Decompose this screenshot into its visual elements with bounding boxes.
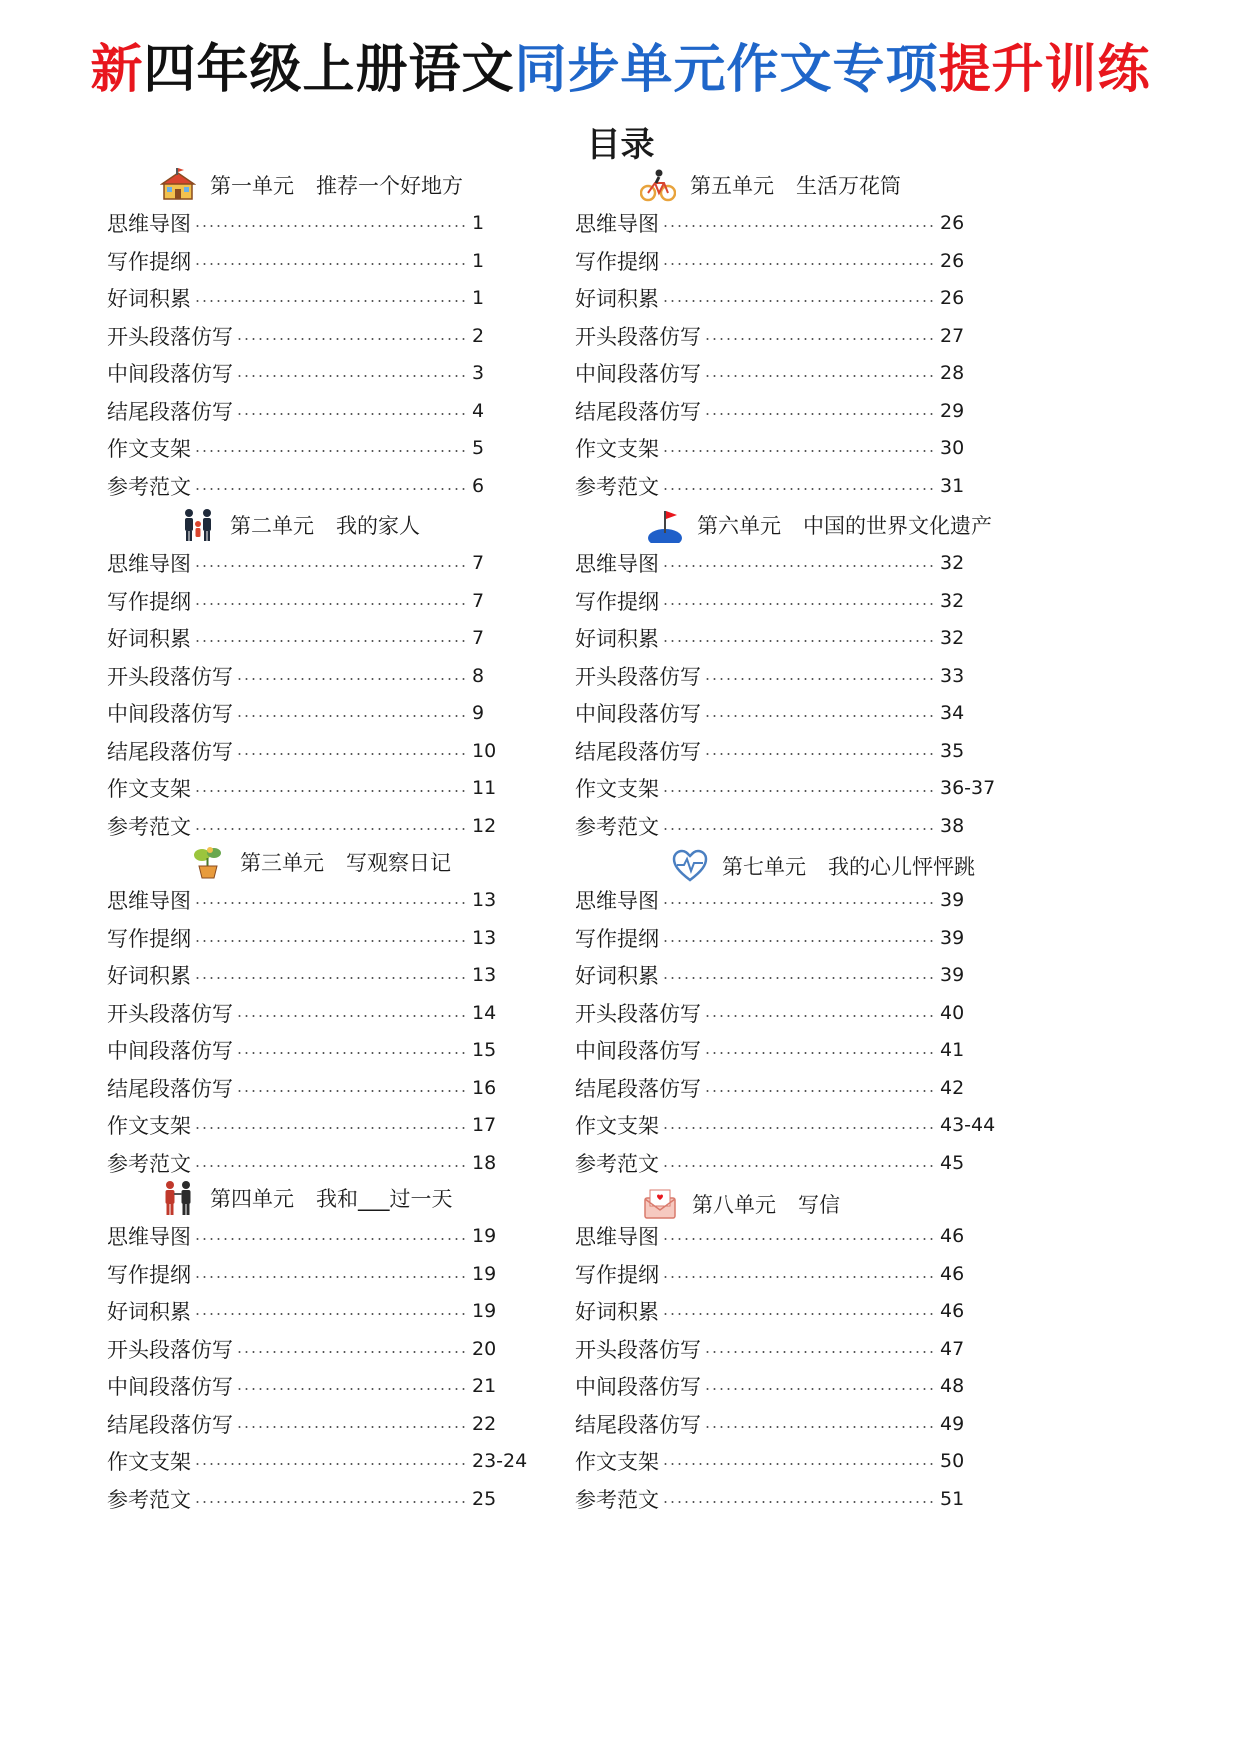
dot-leader	[704, 413, 936, 415]
toc-entry-page: 47	[940, 1337, 965, 1360]
toc-entry[interactable]	[107, 1329, 538, 1369]
toc-entry-page: 11	[472, 777, 497, 799]
toc-entry-label: 中间段落仿写	[575, 1039, 701, 1063]
toc-entry-label: 结尾段落仿写	[107, 739, 233, 764]
toc-entry-page: 46	[940, 1225, 965, 1247]
dot-leader	[194, 790, 468, 792]
toc-entry[interactable]	[575, 1366, 1006, 1406]
dot-leader	[662, 1501, 936, 1503]
dot-leader	[194, 940, 468, 942]
toc-entry[interactable]	[575, 428, 1006, 468]
toc-entry-page: 40	[940, 1001, 965, 1024]
toc-entry-label: 作文支架	[575, 1114, 659, 1138]
toc-entry[interactable]	[575, 353, 1006, 393]
dot-leader	[704, 715, 936, 717]
toc-entry-label: 开头段落仿写	[575, 324, 701, 349]
toc-entry-label: 写作提纲	[575, 249, 659, 274]
toc-entry[interactable]	[575, 806, 1006, 846]
unit-number: 第七单元	[722, 855, 806, 879]
toc-entry-label: 思维导图	[107, 212, 191, 236]
dot-leader	[236, 715, 468, 717]
toc-entry-page: 39	[940, 889, 965, 911]
toc-entry-label: 参考范文	[575, 1151, 659, 1176]
toc-entry-page: 14	[472, 1001, 497, 1024]
toc-entry[interactable]	[575, 316, 1006, 356]
dot-leader	[194, 902, 468, 904]
unit-heading	[640, 165, 901, 205]
dot-leader	[704, 1052, 936, 1054]
dot-leader	[236, 413, 468, 415]
toc-entry-label: 作文支架	[575, 437, 659, 461]
title-part: 新	[90, 39, 144, 100]
toc-entry[interactable]	[575, 581, 1006, 621]
toc-entry[interactable]	[575, 1404, 1006, 1444]
toc-entry-page: 10	[472, 739, 497, 762]
toc-entry[interactable]	[575, 1105, 1006, 1145]
toc-entry-page: 32	[940, 589, 965, 612]
toc-entry[interactable]	[107, 618, 538, 658]
dot-leader	[662, 790, 936, 792]
unit-number: 第四单元	[210, 1187, 294, 1211]
toc-entry[interactable]	[107, 278, 538, 318]
dot-leader	[662, 828, 936, 830]
toc-entry-label: 参考范文	[107, 1151, 191, 1176]
toc-entry-label: 写作提纲	[575, 1262, 659, 1287]
toc-entry-page: 5	[472, 437, 485, 459]
unit-topic: 我和___过一天	[316, 1187, 453, 1211]
dot-leader	[662, 902, 936, 904]
toc-entry-label: 参考范文	[107, 474, 191, 499]
toc-entry-page: 30	[940, 437, 965, 459]
toc-entry[interactable]	[107, 1479, 538, 1519]
toc-entry-label: 开头段落仿写	[575, 664, 701, 689]
dot-leader	[704, 753, 936, 755]
dot-leader	[194, 828, 468, 830]
document-title	[0, 38, 1241, 102]
dot-leader	[704, 375, 936, 377]
toc-entry-label: 好词积累	[107, 964, 191, 988]
toc-entry-label: 开头段落仿写	[107, 1001, 233, 1026]
toc-entry-label: 思维导图	[107, 889, 191, 913]
toc-entry-label: 思维导图	[107, 552, 191, 576]
toc-entry[interactable]	[575, 656, 1006, 696]
toc-entry-label: 作文支架	[575, 1450, 659, 1474]
dot-leader	[194, 1501, 468, 1503]
toc-entry[interactable]	[575, 1291, 1006, 1331]
toc-entry-label: 中间段落仿写	[107, 362, 233, 386]
unit-topic: 中国的世界文化遗产	[803, 514, 992, 538]
toc-entry-page: 35	[940, 739, 965, 762]
dot-leader	[236, 1351, 468, 1353]
dot-leader	[704, 678, 936, 680]
toc-entry[interactable]	[107, 806, 538, 846]
toc-entry[interactable]	[575, 1068, 1006, 1108]
toc-entry-label: 结尾段落仿写	[107, 1076, 233, 1101]
toc-entry-label: 写作提纲	[107, 249, 191, 274]
heartbeat-icon	[672, 848, 708, 884]
toc-entry-page: 7	[472, 627, 485, 649]
toc-entry-label: 作文支架	[107, 1450, 191, 1474]
toc-entry-label: 写作提纲	[575, 926, 659, 951]
toc-entry-page: 48	[940, 1375, 965, 1397]
toc-entry-label: 结尾段落仿写	[575, 399, 701, 424]
dot-leader	[662, 488, 936, 490]
title-part: 提升训练	[938, 39, 1151, 100]
dot-leader	[662, 300, 936, 302]
toc-entry-label: 写作提纲	[575, 589, 659, 614]
toc-entry-page: 15	[472, 1039, 497, 1061]
toc-entry[interactable]	[107, 768, 538, 808]
dot-leader	[236, 338, 468, 340]
toc-entry-label: 结尾段落仿写	[575, 1412, 701, 1437]
toc-entry-label: 参考范文	[575, 814, 659, 839]
toc-entry[interactable]	[575, 1441, 1006, 1481]
toc-entry[interactable]	[575, 880, 1006, 920]
dot-leader	[194, 565, 468, 567]
toc-entry-label: 中间段落仿写	[107, 1039, 233, 1063]
dot-leader	[194, 1463, 468, 1465]
dot-leader	[704, 1351, 936, 1353]
toc-entry[interactable]	[575, 731, 1006, 771]
dot-leader	[662, 640, 936, 642]
toc-entry[interactable]	[575, 768, 1006, 808]
dot-leader	[662, 263, 936, 265]
toc-entry-page: 43-44	[940, 1114, 996, 1136]
toc-entry-label: 好词积累	[107, 287, 191, 311]
unit-topic: 生活万花筒	[796, 174, 901, 198]
dot-leader	[194, 603, 468, 605]
toc-entry[interactable]	[575, 993, 1006, 1033]
toc-entry[interactable]	[107, 428, 538, 468]
toc-entry-page: 8	[472, 664, 485, 687]
toc-entry-page: 25	[472, 1487, 497, 1510]
toc-entry-label: 参考范文	[107, 1487, 191, 1512]
toc-entry[interactable]	[575, 1329, 1006, 1369]
toc-entry-label: 中间段落仿写	[575, 1375, 701, 1399]
toc-entry-label: 参考范文	[575, 474, 659, 499]
dot-leader	[662, 1165, 936, 1167]
toc-entry-page: 32	[940, 552, 965, 574]
toc-entry-page: 41	[940, 1039, 965, 1061]
toc-entry[interactable]	[575, 1216, 1006, 1256]
toc-entry[interactable]	[575, 955, 1006, 995]
dot-leader	[194, 1238, 468, 1240]
toc-entry-page: 13	[472, 926, 497, 949]
toc-entry-label: 开头段落仿写	[575, 1001, 701, 1026]
toc-entry-page: 23-24	[472, 1450, 528, 1472]
dot-leader	[662, 225, 936, 227]
unit-number: 第三单元	[240, 851, 324, 875]
toc-entry-label: 好词积累	[575, 964, 659, 988]
dot-leader	[236, 1052, 468, 1054]
toc-entry-page: 32	[940, 627, 965, 649]
toc-entry-page: 27	[940, 324, 965, 347]
toc-entry[interactable]	[575, 1143, 1006, 1183]
dot-leader	[194, 300, 468, 302]
toc-entry[interactable]	[107, 1291, 538, 1331]
dot-leader	[662, 450, 936, 452]
toc-entry-page: 26	[940, 212, 965, 234]
dot-leader	[194, 263, 468, 265]
toc-entry[interactable]	[107, 1441, 538, 1481]
toc-entry-page: 39	[940, 926, 965, 949]
toc-entry-label: 思维导图	[107, 1225, 191, 1249]
toc-entry-page: 13	[472, 889, 497, 911]
toc-entry-page: 49	[940, 1412, 965, 1435]
toc-entry-page: 3	[472, 362, 485, 384]
dot-leader	[662, 565, 936, 567]
toc-entry-page: 46	[940, 1262, 965, 1285]
unit-heading	[180, 505, 420, 545]
dot-leader	[194, 1313, 468, 1315]
dot-leader	[194, 1165, 468, 1167]
toc-entry-page: 13	[472, 964, 497, 986]
toc-entry[interactable]	[575, 918, 1006, 958]
toc-entry-label: 写作提纲	[107, 926, 191, 951]
toc-entry-page: 38	[940, 814, 965, 837]
dot-leader	[236, 1015, 468, 1017]
toc-entry[interactable]	[575, 1254, 1006, 1294]
toc-entry-label: 参考范文	[575, 1487, 659, 1512]
dot-leader	[194, 977, 468, 979]
toc-entry-page: 7	[472, 552, 485, 574]
toc-entry[interactable]	[107, 1105, 538, 1145]
toc-entry-label: 思维导图	[575, 889, 659, 913]
toc-entry[interactable]	[107, 1143, 538, 1183]
toc-entry-page: 28	[940, 362, 965, 384]
toc-heading: 目录	[586, 125, 655, 165]
toc-entry[interactable]	[107, 316, 538, 356]
dot-leader	[662, 1463, 936, 1465]
toc-entry[interactable]	[575, 203, 1006, 243]
toc-entry[interactable]	[107, 731, 538, 771]
dot-leader	[194, 1276, 468, 1278]
toc-entry-page: 6	[472, 474, 485, 497]
toc-entry-page: 18	[472, 1151, 497, 1174]
toc-entry[interactable]	[107, 1216, 538, 1256]
toc-entry[interactable]	[575, 1479, 1006, 1519]
toc-entry[interactable]	[107, 581, 538, 621]
dot-leader	[662, 977, 936, 979]
dot-leader	[704, 1388, 936, 1390]
toc-entry-page: 19	[472, 1300, 497, 1322]
toc-entry[interactable]	[575, 618, 1006, 658]
toc-entry[interactable]	[575, 466, 1006, 506]
toc-entry-label: 思维导图	[575, 212, 659, 236]
dot-leader	[704, 1015, 936, 1017]
toc-entry-label: 写作提纲	[107, 589, 191, 614]
toc-entry-label: 结尾段落仿写	[107, 1412, 233, 1437]
unit-number: 第五单元	[690, 174, 774, 198]
dot-leader	[662, 1238, 936, 1240]
toc-entry-page: 39	[940, 964, 965, 986]
toc-entry-page: 1	[472, 212, 485, 234]
dot-leader	[662, 1127, 936, 1129]
toc-entry-page: 36-37	[940, 777, 996, 799]
toc-entry-label: 好词积累	[575, 1300, 659, 1324]
toc-entry[interactable]	[575, 278, 1006, 318]
family-icon	[180, 507, 216, 543]
dot-leader	[662, 1313, 936, 1315]
dot-leader	[704, 338, 936, 340]
toc-entry-page: 1	[472, 287, 485, 309]
toc-entry-page: 51	[940, 1487, 965, 1510]
toc-entry-page: 17	[472, 1114, 497, 1136]
toc-entry-label: 结尾段落仿写	[575, 1076, 701, 1101]
toc-entry-label: 参考范文	[107, 814, 191, 839]
unit-topic: 写观察日记	[346, 851, 451, 875]
toc-entry[interactable]	[107, 203, 538, 243]
toc-entry-label: 开头段落仿写	[107, 664, 233, 689]
toc-entry-label: 结尾段落仿写	[575, 739, 701, 764]
unit-heading	[160, 165, 463, 205]
toc-entry-label: 写作提纲	[107, 1262, 191, 1287]
toc-entry-page: 29	[940, 399, 965, 422]
toc-entry-page: 19	[472, 1225, 497, 1247]
toc-entry[interactable]	[107, 993, 538, 1033]
dot-leader	[236, 1426, 468, 1428]
toc-entry-label: 开头段落仿写	[107, 1337, 233, 1362]
toc-entry-page: 46	[940, 1300, 965, 1322]
toc-entry-page: 1	[472, 249, 485, 272]
dot-leader	[194, 1127, 468, 1129]
flag-hill-icon	[647, 507, 683, 543]
toc-entry[interactable]	[107, 918, 538, 958]
unit-heading	[160, 1178, 453, 1218]
toc-entry-label: 作文支架	[107, 437, 191, 461]
toc-entry[interactable]	[575, 241, 1006, 281]
dot-leader	[662, 940, 936, 942]
toc-entry[interactable]	[107, 241, 538, 281]
toc-entry-page: 31	[940, 474, 965, 497]
toc-entry[interactable]	[107, 391, 538, 431]
unit-topic: 我的家人	[336, 514, 420, 538]
toc-entry[interactable]	[107, 353, 538, 393]
toc-entry[interactable]	[107, 693, 538, 733]
toc-entry-page: 22	[472, 1412, 497, 1435]
toc-entry-label: 好词积累	[107, 1300, 191, 1324]
toc-entry[interactable]	[107, 880, 538, 920]
toc-entry-page: 34	[940, 702, 965, 724]
toc-entry[interactable]	[107, 656, 538, 696]
unit-topic: 写信	[798, 1193, 840, 1217]
toc-entry-label: 中间段落仿写	[107, 702, 233, 726]
two-people-icon	[160, 1180, 196, 1216]
toc-entry-label: 中间段落仿写	[575, 362, 701, 386]
unit-heading	[647, 505, 992, 545]
dot-leader	[194, 450, 468, 452]
toc-entry[interactable]	[107, 1404, 538, 1444]
unit-heading	[190, 842, 451, 882]
toc-entry-page: 12	[472, 814, 497, 837]
toc-entry-label: 开头段落仿写	[107, 324, 233, 349]
toc-entry-page: 9	[472, 702, 485, 724]
toc-entry[interactable]	[575, 693, 1006, 733]
dot-leader	[236, 1388, 468, 1390]
toc-entry-page: 42	[940, 1076, 965, 1099]
dot-leader	[194, 640, 468, 642]
toc-entry[interactable]	[575, 1030, 1006, 1070]
unit-number: 第六单元	[697, 514, 781, 538]
toc-entry-page: 45	[940, 1151, 965, 1174]
toc-entry-label: 作文支架	[107, 777, 191, 801]
toc-entry-label: 好词积累	[107, 627, 191, 651]
toc-entry-page: 33	[940, 664, 965, 687]
toc-entry[interactable]	[107, 1068, 538, 1108]
toc-entry-label: 好词积累	[575, 287, 659, 311]
dot-leader	[704, 1426, 936, 1428]
toc-entry-page: 16	[472, 1076, 497, 1099]
school-building-icon	[160, 167, 196, 203]
dot-leader	[662, 1276, 936, 1278]
toc-entry[interactable]	[107, 1366, 538, 1406]
unit-topic: 我的心儿怦怦跳	[828, 855, 975, 879]
toc-entry[interactable]	[107, 955, 538, 995]
toc-entry-label: 思维导图	[575, 552, 659, 576]
dot-leader	[236, 753, 468, 755]
toc-entry-page: 2	[472, 324, 485, 347]
toc-entry-page: 21	[472, 1375, 497, 1397]
dot-leader	[194, 225, 468, 227]
dot-leader	[236, 1090, 468, 1092]
toc-entry[interactable]	[107, 1030, 538, 1070]
dot-leader	[662, 603, 936, 605]
toc-entry-page: 26	[940, 249, 965, 272]
toc-entry[interactable]	[107, 543, 538, 583]
plant-pot-icon	[190, 844, 226, 880]
cyclist-icon	[640, 167, 676, 203]
toc-entry-page: 26	[940, 287, 965, 309]
toc-entry[interactable]	[575, 543, 1006, 583]
title-part: 同步单元作文专项	[514, 39, 939, 100]
toc-entry-page: 50	[940, 1450, 965, 1472]
title-part: 四年级上册语文	[143, 39, 515, 100]
toc-entry-page: 7	[472, 589, 485, 612]
dot-leader	[236, 375, 468, 377]
toc-entry-label: 开头段落仿写	[575, 1337, 701, 1362]
dot-leader	[704, 1090, 936, 1092]
dot-leader	[236, 678, 468, 680]
toc-entry-page: 4	[472, 399, 485, 422]
toc-entry-label: 作文支架	[575, 777, 659, 801]
unit-number: 第二单元	[230, 514, 314, 538]
unit-number: 第一单元	[210, 174, 294, 198]
toc-entry-page: 20	[472, 1337, 497, 1360]
unit-topic: 推荐一个好地方	[316, 174, 463, 198]
toc-entry[interactable]	[107, 466, 538, 506]
toc-entry[interactable]	[575, 391, 1006, 431]
unit-number: 第八单元	[692, 1193, 776, 1217]
toc-entry-label: 结尾段落仿写	[107, 399, 233, 424]
toc-entry-label: 思维导图	[575, 1225, 659, 1249]
dot-leader	[194, 488, 468, 490]
toc-entry-page: 19	[472, 1262, 497, 1285]
toc-entry-label: 中间段落仿写	[575, 702, 701, 726]
toc-entry-label: 作文支架	[107, 1114, 191, 1138]
toc-entry[interactable]	[107, 1254, 538, 1294]
toc-entry-label: 好词积累	[575, 627, 659, 651]
toc-entry-label: 中间段落仿写	[107, 1375, 233, 1399]
